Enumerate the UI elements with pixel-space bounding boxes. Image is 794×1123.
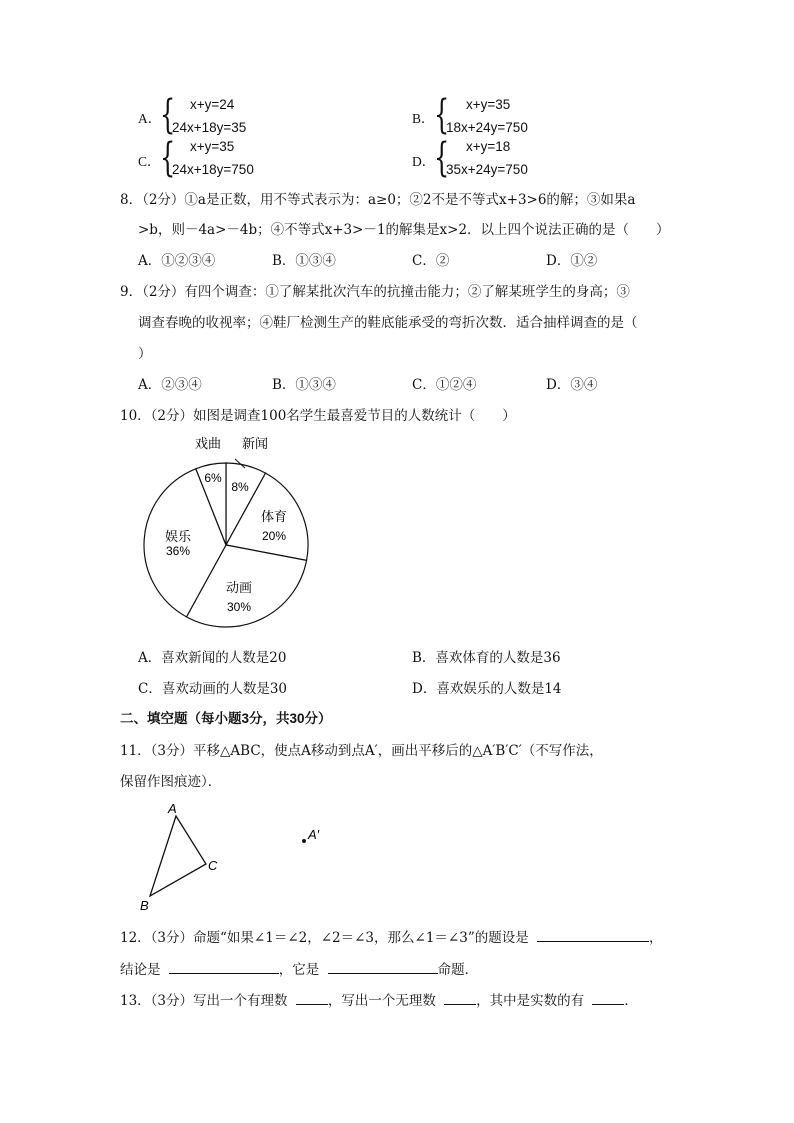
q7-option-a-eq2: 24x+18y=35 <box>172 120 247 135</box>
pie-category-label-4: 戏曲 <box>194 436 222 451</box>
q7-option-c-eq2: 24x+18y=750 <box>172 162 254 177</box>
q7-option-b-eq1: x+y=35 <box>466 97 511 112</box>
pie-percent-label-3: 36% <box>165 544 191 558</box>
q12-text-part4: ，它是 <box>278 962 320 978</box>
pie-percent-label-2: 30% <box>226 600 252 614</box>
q7-option-a-label: A． <box>138 111 162 126</box>
point-a-label: A <box>168 801 177 816</box>
section-heading: 二、填空题（每小题3分，共30分） <box>120 711 332 726</box>
q12-blank-proposition-type[interactable] <box>328 961 438 974</box>
q12-line2 <box>120 958 478 978</box>
q7-option-b-brace: { <box>434 92 450 138</box>
q9-option-d: D．③④ <box>546 377 598 393</box>
q8-option-a: A．①②③④ <box>138 253 216 269</box>
q12-blank-hypothesis[interactable] <box>537 929 649 942</box>
q12-text-part5: 命题． <box>437 962 479 978</box>
triangle-figure <box>130 798 350 918</box>
q7-option-d-eq1: x+y=18 <box>466 139 511 154</box>
q9-option-c: C．①②④ <box>412 377 477 393</box>
q12-text-part1: 12．（3分）命题“如果∠1＝∠2，∠2＝∠3，那么∠1＝∠3”的题设是 <box>120 930 529 946</box>
q13-text-part3: ，其中是实数的有 <box>476 993 585 1009</box>
pie-category-label-2: 动画 <box>225 580 253 595</box>
pie-percent-label-4: 6% <box>204 471 222 485</box>
q7-option-a-brace: { <box>160 92 176 138</box>
q9-stem-line3: ） <box>138 346 152 362</box>
q8-stem-line1: 8．（2分）①a是正数，用不等式表示为：a≥0；②2不是不等式x+3>6的解；③如果a <box>120 192 636 208</box>
q10-option-a: A．喜欢新闻的人数是20 <box>138 650 287 666</box>
pie-chart <box>120 430 340 630</box>
point-a-prime <box>302 839 306 843</box>
q13-text-part2: ，写出一个无理数 <box>327 993 436 1009</box>
q9-stem-line1: 9．（2分）有四个调查：①了解某批次汽车的抗撞击能力；②了解某班学生的身高；③ <box>120 284 630 300</box>
q10-option-c: C．喜欢动画的人数是30 <box>138 681 288 697</box>
pie-percent-label-0: 8% <box>231 480 249 494</box>
q13-blank-rational[interactable] <box>296 992 328 1005</box>
q7-option-d-label: D． <box>412 154 436 169</box>
point-a-prime-label: A′ <box>308 827 320 842</box>
q12-text-part3: 结论是 <box>120 962 161 978</box>
q7-option-c-label: C． <box>138 154 161 169</box>
q13-blank-irrational[interactable] <box>444 992 476 1005</box>
q7-option-d-eq2: 35x+24y=750 <box>446 162 528 177</box>
q9-stem-line2: 调查春晚的收视率；④鞋厂检测生产的鞋底能承受的弯折次数．适合抽样调查的是（ <box>138 315 638 331</box>
q11-stem-line2: 保留作图痕迹）． <box>120 774 222 790</box>
q13-text-part1: 13．（3分）写出一个有理数 <box>120 993 288 1009</box>
q8-option-c: C．② <box>412 253 450 269</box>
q12-line1 <box>120 926 663 946</box>
q7-option-d-brace: { <box>434 135 450 181</box>
q13-blank-real[interactable] <box>592 992 624 1005</box>
pie-category-label-1: 体育 <box>260 509 288 524</box>
q7-option-c-brace: { <box>160 135 176 181</box>
q10-option-d: D．喜欢娱乐的人数是14 <box>412 681 562 697</box>
q10-stem: 10．（2分）如图是调查100名学生最喜爱节目的人数统计（ ） <box>120 408 516 424</box>
q11-stem-line1: 11．（3分）平移△ABC，使点A移动到点A′，画出平移后的△A′B′C′（不写作法， <box>120 743 603 759</box>
q9-option-a: A．②③④ <box>138 377 202 393</box>
q8-stem-line2: >b，则－4a>－4b；④不等式x+3>－1的解集是x>2．以上四个说法正确的是（ ） <box>138 222 670 238</box>
triangle-abc <box>150 816 206 896</box>
q7-option-c-eq1: x+y=35 <box>190 139 235 154</box>
q7-option-b-eq2: 18x+24y=750 <box>446 120 528 135</box>
pie-category-label-0: 新闻 <box>241 436 269 451</box>
point-b-label: B <box>140 898 149 913</box>
q10-option-b: B．喜欢体育的人数是36 <box>412 650 561 666</box>
q8-option-b: B．①③④ <box>272 253 336 269</box>
q7-option-a-eq1: x+y=24 <box>190 97 235 112</box>
q9-option-b: B．①③④ <box>272 377 336 393</box>
q12-blank-conclusion[interactable] <box>169 961 279 974</box>
q7-option-b-label: B． <box>412 111 435 126</box>
q13-line <box>120 989 638 1009</box>
pie-percent-label-1: 20% <box>261 529 287 543</box>
q12-text-part2: ， <box>649 930 663 946</box>
q8-option-d: D．①② <box>546 253 598 269</box>
pie-category-label-3: 娱乐 <box>164 529 192 544</box>
q13-text-part4: ． <box>624 993 638 1009</box>
point-c-label: C <box>208 858 218 873</box>
